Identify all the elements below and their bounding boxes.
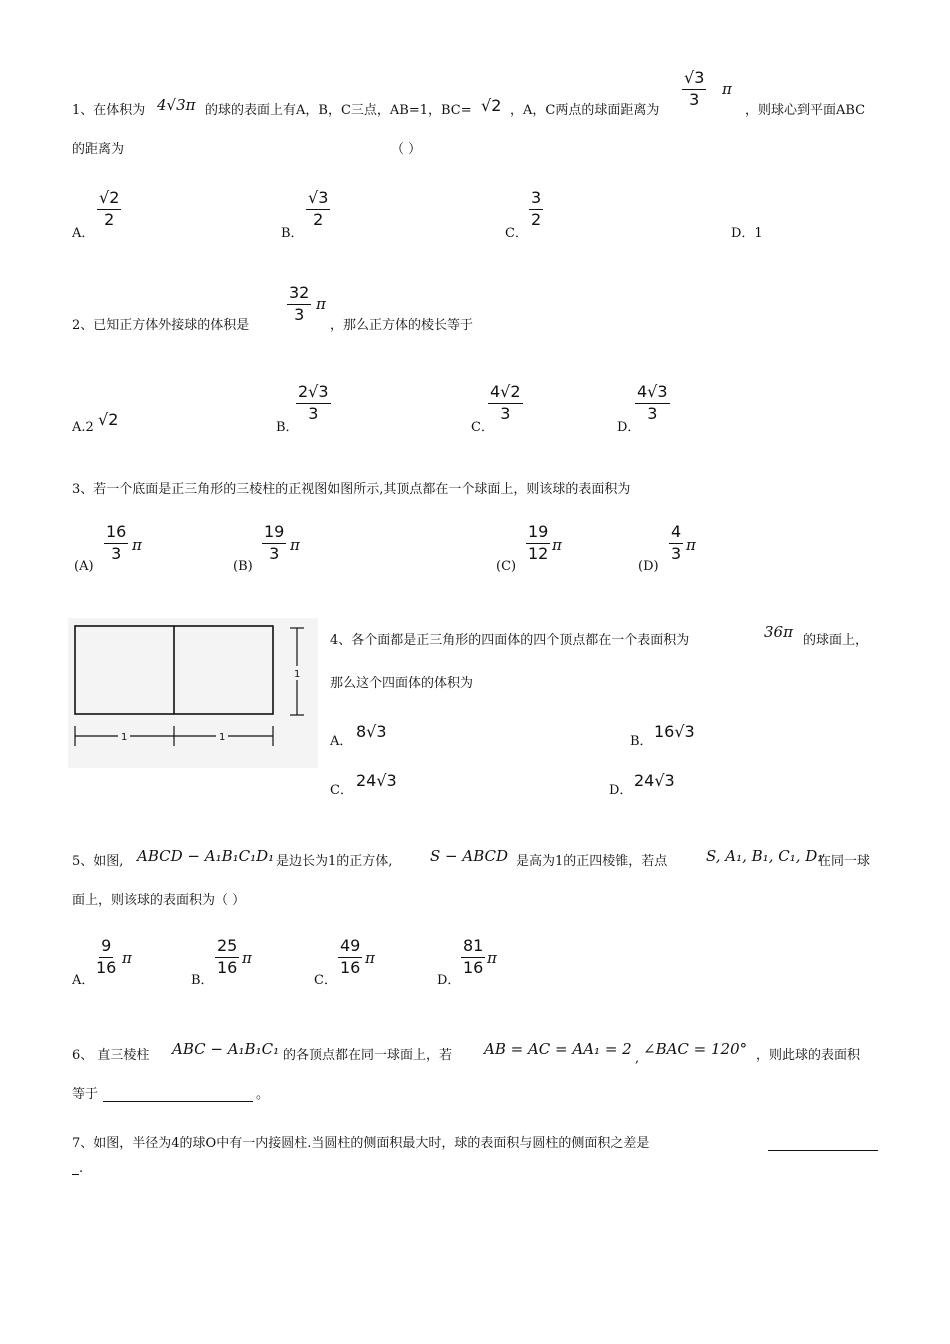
q2-option-b-value: $\frac{2√3}{3}$ [298,382,329,423]
q4-area: 36π [764,623,793,641]
q5-option-c-pi: π [365,949,375,967]
q1-bc-value: √2 [481,96,502,115]
q4-line2: 那么这个四面体的体积为 [330,676,474,691]
q3-option-a-label: (A) [74,559,94,574]
q3-option-c-pi: π [552,536,562,554]
q5-option-a-label: A． [72,973,95,988]
dim-bottom-right-label: 1 [219,732,226,743]
q5-option-d-pi: π [487,949,497,967]
q1-volume: 4√3π [157,96,196,114]
prism-front-view-figure [68,618,318,768]
q1-option-b-label: B． [281,226,304,241]
q3-option-d-label: (D) [638,559,659,574]
q5-option-a-pi: π [122,949,132,967]
q3-option-a-value: $\frac{16}{3}$ [106,522,127,563]
q4-option-c-value: 24√3 [356,771,397,790]
q5-option-b-label: B． [191,973,214,988]
q1-prefix: 1、在体积为 [72,103,146,118]
q4-option-d-value: 24√3 [634,771,675,790]
q1-option-a-value: $\frac{√2}{2}$ [99,188,120,229]
q7-answer-blank[interactable] [768,1138,878,1151]
q5-pyramid: S − ABCD [430,847,509,865]
q2-volume-fraction: $\frac{32}{3}$ [289,283,310,324]
q6-condition-2: ∠BAC = 120° [643,1040,748,1058]
q5-option-b-pi: π [242,949,252,967]
q6-suffix: ，则此球的表面积 [756,1048,861,1063]
q7-line2: . [79,1161,84,1176]
dim-right-label: 1 [294,669,301,680]
q2-prefix: 2、已知正方体外接球的体积是 [72,318,250,333]
q3-option-b-pi: π [290,536,300,554]
q4-option-b-label: B． [630,734,653,749]
q2-suffix: ，那么正方体的棱长等于 [330,318,474,333]
q3-option-b-value: $\frac{19}{3}$ [264,522,285,563]
dim-bottom-left-label: 1 [121,732,128,743]
q6-comma: , [635,1051,640,1066]
q1-distance-denominator: 3 [689,89,700,109]
q4-option-a-value: 8√3 [356,722,387,741]
figure-background [68,618,318,768]
q1-option-c-value: $\frac{3}{2}$ [531,188,542,229]
q5-option-a-value: $\frac{9}{16}$ [96,936,117,977]
q5-option-d-label: D． [437,973,461,988]
q4-option-b-value: 16√3 [654,722,695,741]
q6-answer-blank[interactable] [103,1089,253,1102]
q5-option-c-value: $\frac{49}{16}$ [340,936,361,977]
q5-suffix: 在同一球 [818,854,871,869]
q3-option-b-label: (B) [233,559,253,574]
q3-option-d-value: $\frac{4}{3}$ [671,522,682,563]
q6-condition-1: AB = AC = AA₁ = 2 [484,1040,632,1058]
q1-distance-fraction [682,70,706,109]
q6-middle: 的各顶点都在同一球面上，若 [283,1048,453,1063]
q5-points: S, A₁, B₁, C₁, D₁ [706,847,824,865]
q1-suffix: ，则球心到平面ABC [745,103,866,118]
q6-line2-prefix: 等于 [72,1087,99,1102]
q1-option-c-label: C． [505,226,528,241]
q1-option-a-label: A． [72,226,95,241]
q4-option-a-label: A． [330,734,353,749]
q6-prism: ABC − A₁B₁C₁ [172,1040,280,1058]
q2-option-d-label: D． [617,420,641,435]
q3-option-c-value: $\frac{19}{12}$ [528,522,549,563]
q1-pi: π [722,80,732,98]
q4-suffix: 的球面上， [803,633,869,648]
q6-prefix: 6、 直三棱柱 [72,1048,150,1063]
q7-text: 7、如图，半径为4的球O中有一内接圆柱.当圆柱的侧面积最大时，球的表面积与圆柱的侧面积之差是 [72,1136,650,1151]
q3-option-a-pi: π [132,536,142,554]
q1-middle2: ，A，C两点的球面距离为 [510,103,660,118]
q1-middle: 的球的表面上有A，B，C三点，AB=1，BC= [205,103,472,118]
q5-line2: 面上，则该球的表面积为（ ） [72,893,246,908]
q5-prefix: 5、如图, [72,854,124,869]
q5-middle2: 是高为1的正四棱锥，若点 [516,854,668,869]
q5-option-d-value: $\frac{81}{16}$ [463,936,484,977]
q2-option-c-label: C． [471,420,494,435]
q1-line2: 的距离为 [72,142,125,157]
prism-front-view-svg [68,618,318,768]
q4-option-c-label: C． [330,783,353,798]
q7-answer-blank-continued[interactable] [72,1162,79,1175]
q2-option-a-value: √2 [98,410,119,429]
q5-option-c-label: C． [314,973,337,988]
q2-option-c-value: $\frac{4√2}{3}$ [490,382,521,423]
q4-prefix: 4、各个面都是正三角形的四面体的四个顶点都在一个表面积为 [330,633,690,648]
q3-option-d-pi: π [686,536,696,554]
q1-answer-paren: （ ） [391,142,422,157]
q5-cube: ABCD − A₁B₁C₁D₁ [137,847,275,865]
q1-distance-numerator: √3 [682,70,706,90]
q5-option-b-value: $\frac{25}{16}$ [217,936,238,977]
q1-option-b-value: $\frac{√3}{2}$ [308,188,329,229]
q2-option-b-label: B． [276,420,299,435]
q1-option-d: D．1 [731,226,763,241]
q3-text: 3、若一个底面是正三角形的三棱柱的正视图如图所示,其顶点都在一个球面上，则该球的表面积为 [72,482,631,497]
q4-option-d-label: D． [609,783,633,798]
q5-middle: 是边长为1的正方体, [276,854,393,869]
q2-option-a-label: A.2 [72,420,94,435]
q2-pi: π [316,295,326,313]
q2-option-d-value: $\frac{4√3}{3}$ [637,382,668,423]
q3-option-c-label: (C) [496,559,517,574]
q6-line2-suffix: 。 [256,1087,270,1102]
